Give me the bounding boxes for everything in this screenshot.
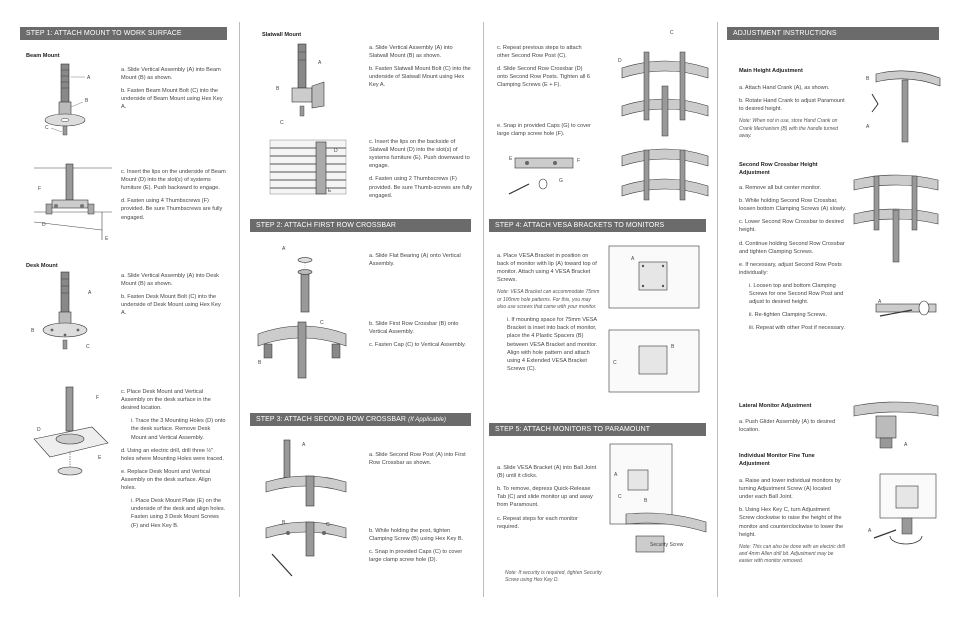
slatwall-mount-title: Slatwall Mount (262, 32, 302, 38)
step4-step-a: a. Place VESA Bracket in position on back of monitor with lip (A) toward top of monitor. Attach using 4 VESA Bracket Screws. (497, 253, 597, 284)
desk-instructions-2 (121, 388, 227, 535)
lateral-instructions (739, 418, 843, 439)
label-a: A (878, 299, 882, 305)
step5-step-b: b. To remove, depress Quick-Release Tab (C) and slide monitor up and away from Paramount. (497, 486, 593, 509)
desk-instructions-1 (121, 272, 227, 323)
step2-step-c: c. Fasten Cap (C) to Vertical Assembly. (369, 342, 466, 349)
desk-mount-figure (28, 270, 103, 358)
beam-instructions-2 (121, 168, 227, 227)
second-row-adjust-figure (850, 170, 942, 266)
label-a: A (318, 60, 322, 66)
second-step-c: c. Lower Second Row Crossbar to desired height. (739, 219, 844, 234)
slatwall-instructions-1 (369, 44, 471, 95)
label-b: B (644, 498, 648, 504)
beam-step-d: d. Fasten using 4 Thumbscrews (F) provided. Be sure Thumbscrews are fully engaged. (121, 198, 223, 221)
step2-step-b: b. Slide First Row Crossbar (B) onto Vertical Assembly. (369, 321, 459, 336)
step5-note: Note: If security is required, tighten Security Screw using Hex Key D. (505, 570, 602, 584)
fine-step-b: b. Using Hex Key C, turn Adjustment Screw clockwise to raise the height of the monitor and counterclockwise to lower the height. (739, 507, 844, 538)
label-c: C (670, 30, 674, 36)
step4-step-a-i: i. If mounting space for 75mm VESA Bracket is inset into back of monitor, place the 4 Plastic Spacers (B) between VESA Bracket and monitor. Align with hole pattern and attach using 4 Extended VESA Bracket Screws (C). (507, 317, 598, 372)
slat-step-c: c. Insert the lips on the backside of Slatwall Mount (D) into the slot(s) of systems furniture (E). Push downward to engage. (369, 139, 470, 170)
label-e: E (105, 236, 109, 242)
desk-step-e: e. Replace Desk Mount and Vertical Assembly on the desk surface. Align holes. (121, 468, 211, 492)
desk-surface-figure (30, 385, 110, 485)
fine-tune-instructions (739, 477, 845, 571)
step4-note: Note: VESA Bracket can accommodate 75mm or 100mm hole patterns. For this, you may also use screws that came with your monitor. (497, 289, 600, 310)
label-a: A (904, 442, 908, 448)
slatwall-instructions-2 (369, 138, 473, 205)
column-divider-1 (239, 22, 240, 597)
desk-mount-title: Desk Mount (26, 263, 58, 269)
second-step-e-iii: iii. Repeat with other Post if necessary. (749, 325, 845, 332)
label-b: B (258, 360, 262, 366)
label-b: B (85, 98, 89, 104)
height-instructions (739, 84, 845, 145)
slat-step-a: a. Slide Vertical Assembly (A) into Slatwall Mount (B) as shown. (369, 45, 453, 60)
second-step-e: e. If necessary, adjust Second Row Posts individually: (739, 261, 842, 276)
height-step-a: a. Attach Hand Crank (A), as shown. (739, 85, 830, 91)
step3-step-d: d. Slide Second Row Crossbar (D) onto Second Row Posts. Tighten all 6 Clamping Screws (E + F). (497, 66, 590, 89)
label-b: B (276, 86, 280, 92)
col3-top-instructions-2 (497, 122, 597, 143)
lateral-step-a: a. Push Glider Assembly (A) to desired location. (739, 419, 836, 434)
desk-step-c: c. Place Desk Mount and Vertical Assembly on the desk surface in the desired location. (121, 389, 211, 412)
step3-banner (250, 413, 471, 426)
desk-step-d: d. Using an electric drill, drill three ½" holes where Mounting Holes were traced. (121, 447, 224, 462)
label-c: C (86, 344, 90, 350)
fine-step-a: a. Raise and lower individual monitors by turning Adjustment Screw (A) located under each Ball Joint. (739, 478, 841, 501)
desk-step-a: a. Slide Vertical Assembly (A) into Desk Mount (B) as shown. (121, 273, 219, 288)
step3-step-e: e. Snap in provided Caps (G) to cover large clamp screw hole (F). (497, 123, 591, 138)
label-b: B (282, 520, 286, 526)
clamp-screw-figure (872, 294, 942, 324)
label-b: B (31, 328, 35, 334)
lateral-title: Lateral Monitor Adjustment (739, 403, 812, 409)
security-screw-label: Security Screw (650, 542, 684, 548)
beam-furniture-figure (32, 160, 114, 242)
step5-instructions (497, 464, 597, 536)
fine-tune-title: Individual Monitor Fine Tune Adjustment (739, 453, 815, 468)
second-step-b: b. While holding Second Row Crossbar, loosen bottom Clamping Screws (A) slowly. (739, 198, 847, 213)
slat-step-d: d. Fasten using 2 Thumbscrews (F) provided. Be sure Thumb-screws are fully engaged. (369, 176, 473, 199)
step5-step-a: a. Slide VESA Bracket (A) into Ball Joint (B) until it clicks. (497, 465, 597, 480)
step3-instructions-1 (369, 451, 471, 472)
second-row-crossbar-figure (616, 26, 714, 204)
desk-step-c-i: i. Trace the 3 Mounting Holes (D) onto the desk surface. Remove Desk Mount and Vertical Assembly. (131, 418, 226, 441)
label-a: A (866, 124, 870, 130)
label-a: A (631, 256, 635, 262)
fine-note: Note: This can also be done with an electric drill and 4mm Allen drill bit. Adjustment may be easier with monitor removed. (739, 543, 845, 565)
step3-instructions-2 (369, 527, 471, 569)
second-row-post-figure (262, 436, 350, 586)
label-a: A (868, 528, 872, 534)
label-f: F (96, 395, 100, 401)
label-d: D (334, 148, 338, 154)
label-a: A (614, 472, 618, 478)
height-note: Note: When not in use, store Hand Crank on Crank Mechanism (B) with the handle turned away. (739, 118, 838, 139)
step3-step-c-repeat: c. Repeat previous steps to attach other Second Row Post (C). (497, 45, 582, 60)
label-a: A (302, 442, 306, 448)
desk-step-b: b. Fasten Desk Mount Bolt (C) into the underside of Desk Mount using Hex Key A. (121, 294, 221, 317)
label-d: D (42, 222, 46, 228)
label-d: D (37, 427, 41, 433)
label-c: C (326, 522, 330, 528)
label-e: E (509, 156, 513, 162)
beam-mount-figure (35, 62, 100, 144)
step4-banner: STEP 4: ATTACH VESA BRACKETS TO MONITORS (489, 219, 706, 232)
slatwall-mount-figure (268, 42, 338, 132)
label-b: B (671, 344, 675, 350)
fine-tune-figure (866, 470, 942, 550)
label-b: B (866, 76, 870, 82)
beam-instructions-1 (121, 66, 225, 117)
label-f: F (577, 158, 581, 164)
step4-instructions (497, 252, 601, 378)
label-a: A (87, 75, 91, 81)
step2-instructions-2 (369, 320, 471, 354)
label-a: A (282, 246, 286, 252)
vesa-bracket-figure (605, 240, 711, 400)
hand-crank-figure (862, 64, 942, 144)
step3-step-b: b. While holding the post, tighten Clamping Screw (B) using Hex Key B. (369, 528, 464, 543)
label-c: C (618, 494, 622, 500)
slatwall-panel-figure (268, 138, 348, 196)
desk-step-e-i: i. Place Desk Mount Plate (E) on the underside of the desk and align holes. Fasten using 3 Desk Mount Screws (F) and Hex Key B. (131, 498, 226, 529)
first-row-crossbar-figure (254, 314, 350, 380)
step2-step-a: a. Slide Flat Bearing (A) onto Vertical Assembly. (369, 253, 461, 268)
label-a: A (88, 290, 92, 296)
beam-mount-title: Beam Mount (26, 53, 60, 59)
flat-bearing-figure (278, 244, 333, 314)
height-title: Main Height Adjustment (739, 68, 803, 74)
second-step-e-i: i. Loosen top and bottom Clamping Screws for one Second Row Post and adjust to desired height. (749, 282, 844, 306)
label-e: E (98, 455, 102, 461)
step5-step-c: c. Repeat steps for each monitor required. (497, 515, 578, 530)
step3-banner-note: (If Applicable) (408, 417, 447, 423)
step3-step-c: c. Snap in provided Caps (C) to cover large clamp screw hole (D). (369, 549, 463, 564)
column-divider-2 (483, 22, 484, 597)
label-c: C (280, 120, 284, 126)
adjustment-banner: ADJUSTMENT INSTRUCTIONS (727, 27, 939, 40)
label-f: F (38, 186, 42, 192)
height-step-b: b. Rotate Hand Crank to adjust Paramount to desired height. (739, 98, 845, 113)
label-e: E (328, 188, 332, 194)
label-c: C (45, 125, 49, 131)
second-step-e-ii: ii. Re-tighten Clamping Screws. (749, 312, 828, 319)
column-divider-3 (717, 22, 718, 597)
label-c: C (613, 360, 617, 366)
slat-step-b: b. Fasten Slatwall Mount Bolt (C) into the underside of Slatwall Mount using Hex Key A. (369, 66, 471, 89)
step2-banner: STEP 2: ATTACH FIRST ROW CROSSBAR (250, 219, 471, 232)
step5-note-box (505, 570, 615, 590)
beam-step-b: b. Fasten Beam Mount Bolt (C) into the underside of Beam Mount using Hex Key A. (121, 88, 223, 111)
attach-monitor-figure (606, 440, 711, 570)
second-step-d: d. Continue holding Second Row Crossbar and tighten Clamping Screws. (739, 240, 845, 255)
step5-banner: STEP 5: ATTACH MONITORS TO PARAMOUNT (489, 423, 706, 436)
step3-banner-title: STEP 3: ATTACH SECOND ROW CROSSBAR (256, 416, 407, 423)
second-row-title: Second Row Crossbar Height Adjustment (739, 162, 818, 177)
label-g: G (559, 178, 563, 184)
col3-top-instructions-1 (497, 44, 591, 95)
beam-step-c: c. Insert the lips on the underside of Beam Mount (D) into the slot(s) of systems furniture (E). Push backward to engage. (121, 169, 226, 192)
second-step-a: a. Remove all but center monitor. (739, 185, 822, 191)
step2-instructions-1 (369, 252, 471, 273)
caps-figure (505, 150, 585, 200)
step1-banner: STEP 1: ATTACH MOUNT TO WORK SURFACE (20, 27, 227, 40)
label-d: D (618, 58, 622, 64)
beam-step-a: a. Slide Vertical Assembly (A) into Beam Mount (B) as shown. (121, 67, 221, 82)
second-row-instructions (739, 184, 847, 338)
glider-figure (850, 396, 942, 454)
label-c: C (320, 320, 324, 326)
step3-step-a: a. Slide Second Row Post (A) into First Row Crossbar as shown. (369, 452, 466, 467)
